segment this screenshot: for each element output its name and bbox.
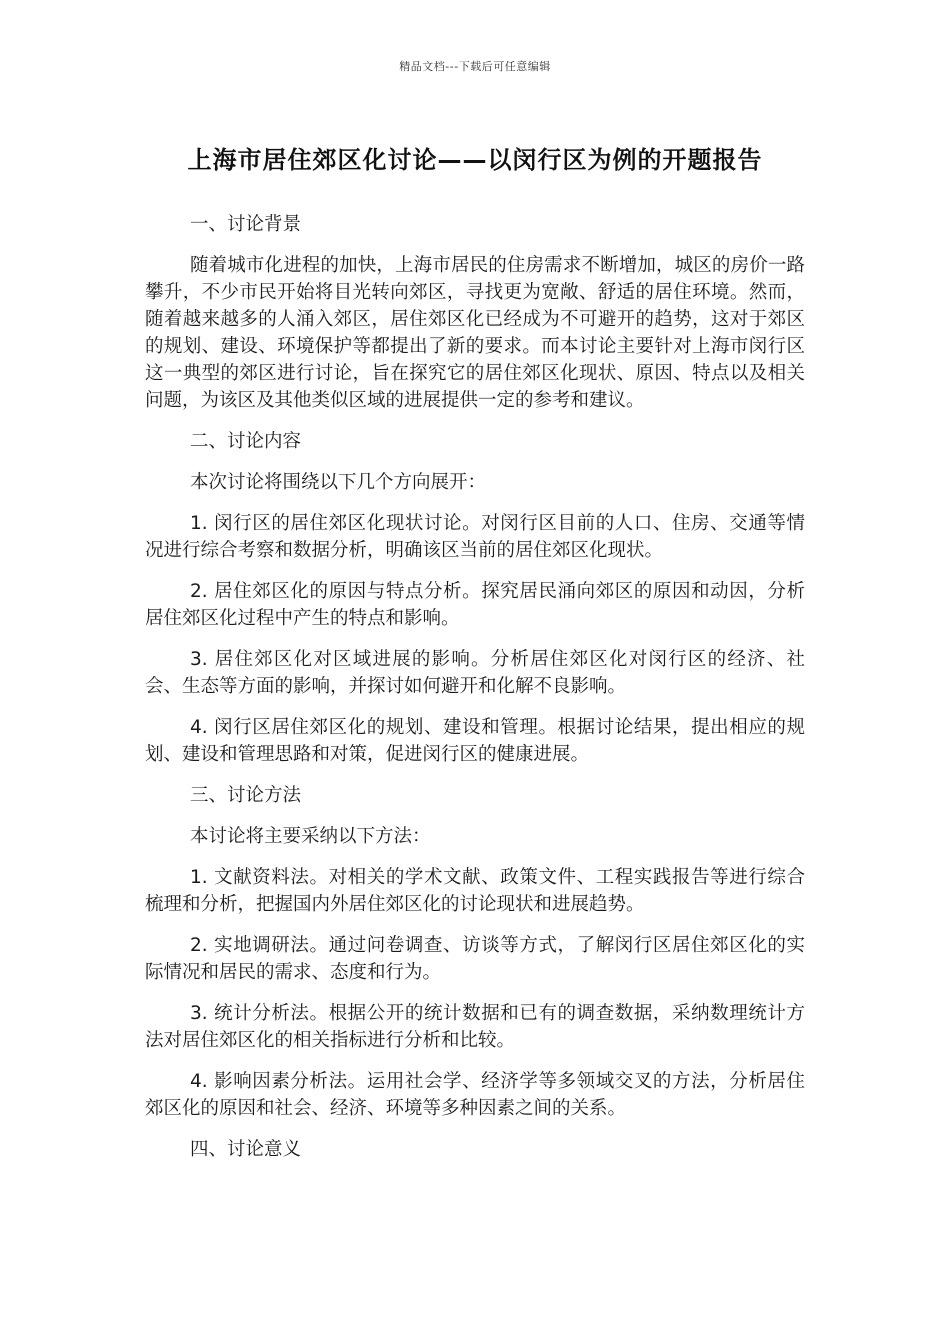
- section-heading-significance: 四、讨论意义: [190, 1139, 302, 1160]
- content-item-1: 1. 闵行区的居住郊区化现状讨论。对闵行区目前的人口、住房、交通等情况进行综合考察和数据分析，明确该区当前的居住郊区化现状。: [145, 513, 805, 561]
- content-item-4: 4. 闵行区居住郊区化的规划、建设和管理。根据讨论结果，提出相应的规划、建设和管理思路和对策，促进闵行区的健康进展。: [145, 717, 805, 765]
- methods-item-1: 1. 文献资料法。对相关的学术文献、政策文件、工程实践报告等进行综合梳理和分析，把握国内外居住郊区化的讨论现状和进展趋势。: [145, 867, 805, 915]
- methods-item-4: 4. 影响因素分析法。运用社会学、经济学等多领域交叉的方法，分析居住郊区化的原因和社会、经济、环境等多种因素之间的关系。: [145, 1071, 805, 1119]
- content-item-2: 2. 居住郊区化的原因与特点分析。探究居民涌向郊区的原因和动因，分析居住郊区化过程中产生的特点和影响。: [145, 581, 805, 629]
- methods-intro: 本讨论将主要采纳以下方法：: [190, 826, 431, 847]
- document-title: 上海市居住郊区化讨论——以闵行区为例的开题报告: [187, 146, 763, 174]
- background-paragraph: 随着城市化进程的加快，上海市居民的住房需求不断增加，城区的房价一路攀升，不少市民开始将目光转向郊区，寻找更为宽敞、舒适的居住环境。然而，随着越来越多的人涌入郊区，居住郊区化已经成为不可避开的趋势，这对于郊区的规划、建设、环境保护等都提出了新的要求。而本讨论主要针对上海市闵行区这一典型的郊区进行讨论，旨在探究它的居住郊区化现状、原因、特点以及相关问题，为该区及其他类似区域的进展提供一定的参考和建议。: [145, 255, 805, 411]
- methods-item-2: 2. 实地调研法。通过问卷调查、访谈等方式，了解闵行区居住郊区化的实际情况和居民的需求、态度和行为。: [145, 935, 805, 983]
- content-intro: 本次讨论将围绕以下几个方向展开：: [190, 472, 487, 493]
- section-heading-methods: 三、讨论方法: [190, 785, 302, 806]
- content-item-3: 3. 居住郊区化对区域进展的影响。分析居住郊区化对闵行区的经济、社会、生态等方面的影响，并探讨如何避开和化解不良影响。: [145, 649, 805, 697]
- document-body: [145, 211, 805, 1177]
- section-heading-content: 二、讨论内容: [190, 431, 302, 452]
- methods-item-3: 3. 统计分析法。根据公开的统计数据和已有的调查数据，采纳数理统计方法对居住郊区化的相关指标进行分析和比较。: [145, 1003, 805, 1051]
- section-heading-background: 一、讨论背景: [190, 214, 302, 235]
- header-note: 精品文档---下载后可任意编辑: [399, 60, 551, 73]
